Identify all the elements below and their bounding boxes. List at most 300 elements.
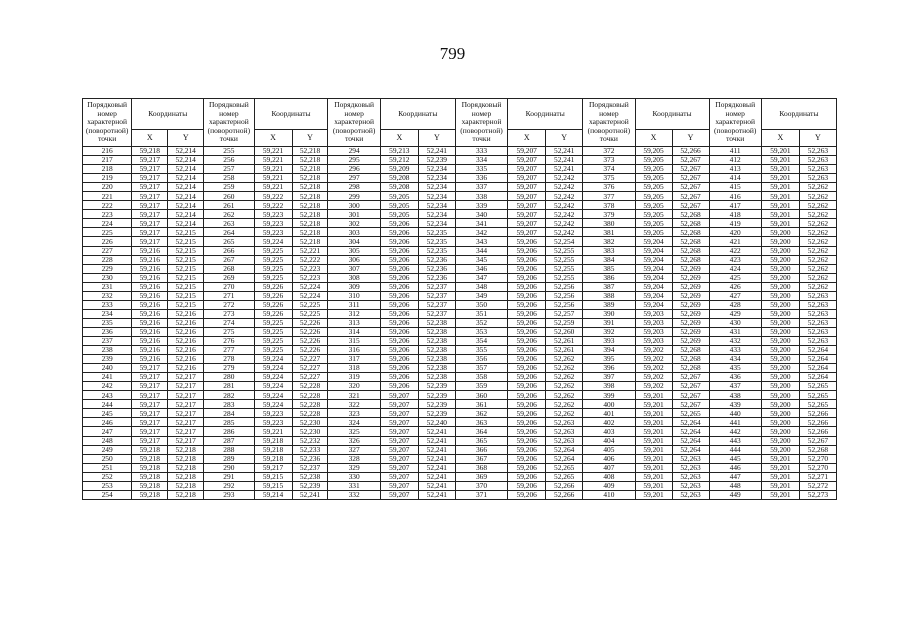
y-coordinate-cell: 52,262: [799, 273, 836, 282]
y-header: Y: [168, 130, 204, 147]
point-number-cell: 231: [83, 282, 132, 291]
x-coordinate-cell: 59,200: [761, 409, 799, 418]
point-number-cell: 254: [83, 490, 132, 499]
y-coordinate-cell: 52,266: [546, 490, 583, 499]
y-coordinate-cell: 52,263: [799, 147, 836, 156]
x-coordinate-cell: 59,218: [132, 454, 168, 463]
point-number-cell: 348: [455, 282, 507, 291]
y-coordinate-cell: 52,264: [546, 454, 583, 463]
table-row: [83, 463, 837, 472]
y-coordinate-cell: 52,238: [418, 336, 455, 345]
x-header: X: [254, 130, 292, 147]
point-number-cell: 429: [709, 309, 761, 318]
table-row: [83, 183, 837, 192]
point-number-cell: 279: [204, 364, 254, 373]
point-number-cell: 445: [709, 454, 761, 463]
point-number-cell: 272: [204, 300, 254, 309]
x-coordinate-cell: 59,206: [508, 291, 546, 300]
y-coordinate-cell: 52,226: [292, 327, 328, 336]
point-number-cell: 380: [583, 219, 635, 228]
x-coordinate-cell: 59,223: [254, 418, 292, 427]
point-number-cell: 447: [709, 472, 761, 481]
point-number-cell: 286: [204, 427, 254, 436]
point-number-cell: 416: [709, 192, 761, 201]
y-coordinate-cell: 52,241: [418, 463, 455, 472]
x-coordinate-cell: 59,206: [380, 346, 418, 355]
point-number-cell: 356: [455, 355, 507, 364]
x-coordinate-cell: 59,225: [254, 273, 292, 282]
y-coordinate-cell: 52,218: [168, 472, 204, 481]
point-number-cell: 318: [328, 364, 380, 373]
x-coordinate-cell: 59,206: [508, 445, 546, 454]
point-number-cell: 298: [328, 183, 380, 192]
x-coordinate-cell: 59,207: [380, 409, 418, 418]
x-coordinate-cell: 59,200: [761, 418, 799, 427]
x-coordinate-cell: 59,205: [635, 201, 672, 210]
point-number-cell: 345: [455, 255, 507, 264]
y-coordinate-cell: 52,265: [672, 409, 709, 418]
point-number-cell: 431: [709, 327, 761, 336]
point-number-cell: 325: [328, 427, 380, 436]
point-number-header: Порядковый номер характерной (поворотной) точки: [583, 99, 635, 147]
x-coordinate-cell: 59,204: [635, 237, 672, 246]
x-coordinate-cell: 59,203: [635, 336, 672, 345]
y-coordinate-cell: 52,235: [418, 237, 455, 246]
point-number-cell: 306: [328, 255, 380, 264]
x-coordinate-cell: 59,201: [761, 454, 799, 463]
y-coordinate-cell: 52,241: [546, 165, 583, 174]
point-number-cell: 430: [709, 318, 761, 327]
x-header: X: [761, 130, 799, 147]
y-coordinate-cell: 52,270: [799, 454, 836, 463]
point-number-cell: 297: [328, 174, 380, 183]
point-number-cell: 245: [83, 409, 132, 418]
x-coordinate-cell: 59,217: [132, 364, 168, 373]
x-coordinate-cell: 59,201: [635, 490, 672, 499]
x-coordinate-cell: 59,222: [254, 201, 292, 210]
y-coordinate-cell: 52,233: [292, 445, 328, 454]
x-coordinate-cell: 59,205: [380, 210, 418, 219]
point-number-cell: 220: [83, 183, 132, 192]
table-body: [83, 147, 837, 500]
x-coordinate-cell: 59,206: [508, 264, 546, 273]
x-coordinate-cell: 59,216: [132, 318, 168, 327]
point-number-cell: 293: [204, 490, 254, 499]
point-number-cell: 420: [709, 228, 761, 237]
x-coordinate-cell: 59,225: [254, 318, 292, 327]
point-number-cell: 417: [709, 201, 761, 210]
x-coordinate-cell: 59,207: [380, 481, 418, 490]
y-coordinate-cell: 52,262: [799, 228, 836, 237]
y-coordinate-cell: 52,225: [292, 300, 328, 309]
y-coordinate-cell: 52,263: [546, 436, 583, 445]
point-number-cell: 425: [709, 273, 761, 282]
point-number-cell: 383: [583, 246, 635, 255]
x-coordinate-cell: 59,223: [254, 409, 292, 418]
y-coordinate-cell: 52,241: [418, 147, 455, 156]
y-coordinate-cell: 52,263: [799, 291, 836, 300]
point-number-cell: 432: [709, 336, 761, 345]
point-number-cell: 408: [583, 472, 635, 481]
y-coordinate-cell: 52,234: [418, 219, 455, 228]
x-coordinate-cell: 59,202: [635, 382, 672, 391]
y-coordinate-cell: 52,234: [418, 165, 455, 174]
point-number-cell: 321: [328, 391, 380, 400]
point-number-cell: 274: [204, 318, 254, 327]
y-coordinate-cell: 52,267: [672, 391, 709, 400]
point-number-cell: 243: [83, 391, 132, 400]
point-number-cell: 304: [328, 237, 380, 246]
x-coordinate-cell: 59,201: [761, 156, 799, 165]
x-coordinate-cell: 59,217: [132, 382, 168, 391]
point-number-cell: 369: [455, 472, 507, 481]
point-number-cell: 226: [83, 237, 132, 246]
x-coordinate-cell: 59,224: [254, 237, 292, 246]
y-coordinate-cell: 52,239: [418, 409, 455, 418]
x-coordinate-cell: 59,201: [635, 481, 672, 490]
x-coordinate-cell: 59,206: [380, 382, 418, 391]
x-coordinate-cell: 59,223: [254, 219, 292, 228]
x-coordinate-cell: 59,214: [254, 490, 292, 499]
y-coordinate-cell: 52,238: [418, 327, 455, 336]
y-coordinate-cell: 52,217: [168, 382, 204, 391]
y-coordinate-cell: 52,241: [418, 436, 455, 445]
x-coordinate-cell: 59,216: [132, 355, 168, 364]
y-coordinate-cell: 52,237: [418, 300, 455, 309]
x-coordinate-cell: 59,200: [761, 318, 799, 327]
point-number-cell: 315: [328, 336, 380, 345]
point-number-cell: 443: [709, 436, 761, 445]
point-number-cell: 307: [328, 264, 380, 273]
y-coordinate-cell: 52,218: [292, 165, 328, 174]
table-row: [83, 346, 837, 355]
y-coordinate-cell: 52,240: [418, 418, 455, 427]
point-number-cell: 238: [83, 346, 132, 355]
table-row: [83, 481, 837, 490]
y-coordinate-cell: 52,223: [292, 273, 328, 282]
x-coordinate-cell: 59,224: [254, 400, 292, 409]
point-number-cell: 386: [583, 273, 635, 282]
y-coordinate-cell: 52,242: [546, 174, 583, 183]
point-number-cell: 296: [328, 165, 380, 174]
y-coordinate-cell: 52,264: [672, 418, 709, 427]
table-row: [83, 427, 837, 436]
x-coordinate-cell: 59,216: [132, 291, 168, 300]
table-row: [83, 255, 837, 264]
point-number-cell: 259: [204, 183, 254, 192]
point-number-cell: 270: [204, 282, 254, 291]
point-number-cell: 415: [709, 183, 761, 192]
point-number-cell: 337: [455, 183, 507, 192]
point-number-cell: 266: [204, 246, 254, 255]
y-coordinate-cell: 52,262: [799, 192, 836, 201]
table-row: [83, 336, 837, 345]
point-number-cell: 311: [328, 300, 380, 309]
y-coordinate-cell: 52,238: [418, 318, 455, 327]
x-coordinate-cell: 59,202: [635, 346, 672, 355]
point-number-cell: 217: [83, 156, 132, 165]
x-coordinate-cell: 59,225: [254, 264, 292, 273]
point-number-header: Порядковый номер характерной (поворотной) точки: [204, 99, 254, 147]
point-number-cell: 393: [583, 336, 635, 345]
point-number-cell: 278: [204, 355, 254, 364]
y-coordinate-cell: 52,269: [672, 318, 709, 327]
point-number-cell: 233: [83, 300, 132, 309]
x-coordinate-cell: 59,223: [254, 210, 292, 219]
x-coordinate-cell: 59,206: [380, 273, 418, 282]
point-number-cell: 437: [709, 382, 761, 391]
y-coordinate-cell: 52,269: [672, 327, 709, 336]
x-coordinate-cell: 59,201: [761, 192, 799, 201]
point-number-cell: 368: [455, 463, 507, 472]
point-number-cell: 396: [583, 364, 635, 373]
table-row: [83, 219, 837, 228]
x-coordinate-cell: 59,216: [132, 327, 168, 336]
x-coordinate-cell: 59,206: [508, 382, 546, 391]
x-coordinate-cell: 59,203: [635, 318, 672, 327]
x-coordinate-cell: 59,217: [132, 165, 168, 174]
table-row: [83, 436, 837, 445]
y-coordinate-cell: 52,222: [292, 255, 328, 264]
point-number-cell: 291: [204, 472, 254, 481]
table-row: [83, 490, 837, 499]
y-coordinate-cell: 52,262: [546, 391, 583, 400]
y-coordinate-cell: 52,262: [799, 219, 836, 228]
point-number-cell: 390: [583, 309, 635, 318]
point-number-cell: 290: [204, 463, 254, 472]
y-coordinate-cell: 52,241: [418, 472, 455, 481]
x-coordinate-cell: 59,207: [380, 490, 418, 499]
point-number-cell: 224: [83, 219, 132, 228]
x-header: X: [635, 130, 672, 147]
x-coordinate-cell: 59,204: [635, 291, 672, 300]
point-number-cell: 255: [204, 147, 254, 156]
point-number-cell: 280: [204, 373, 254, 382]
y-coordinate-cell: 52,218: [292, 147, 328, 156]
point-number-cell: 317: [328, 355, 380, 364]
point-number-cell: 223: [83, 210, 132, 219]
x-coordinate-cell: 59,204: [635, 300, 672, 309]
point-number-cell: 427: [709, 291, 761, 300]
point-number-cell: 323: [328, 409, 380, 418]
x-coordinate-cell: 59,204: [635, 255, 672, 264]
x-coordinate-cell: 59,216: [132, 246, 168, 255]
x-coordinate-cell: 59,212: [380, 156, 418, 165]
point-number-cell: 246: [83, 418, 132, 427]
point-number-cell: 422: [709, 246, 761, 255]
y-coordinate-cell: 52,256: [546, 282, 583, 291]
x-coordinate-cell: 59,205: [635, 156, 672, 165]
y-coordinate-cell: 52,226: [292, 346, 328, 355]
x-coordinate-cell: 59,217: [132, 436, 168, 445]
y-coordinate-cell: 52,216: [168, 309, 204, 318]
y-coordinate-cell: 52,268: [672, 364, 709, 373]
point-number-cell: 300: [328, 201, 380, 210]
x-coordinate-cell: 59,201: [761, 147, 799, 156]
y-coordinate-cell: 52,241: [418, 445, 455, 454]
y-coordinate-cell: 52,237: [418, 291, 455, 300]
x-coordinate-cell: 59,225: [254, 336, 292, 345]
point-number-cell: 302: [328, 219, 380, 228]
table-row: [83, 273, 837, 282]
y-coordinate-cell: 52,255: [546, 246, 583, 255]
y-coordinate-cell: 52,262: [546, 364, 583, 373]
y-coordinate-cell: 52,232: [292, 436, 328, 445]
x-coordinate-cell: 59,218: [132, 445, 168, 454]
y-coordinate-cell: 52,241: [418, 454, 455, 463]
point-number-cell: 334: [455, 156, 507, 165]
y-coordinate-cell: 52,266: [672, 147, 709, 156]
point-number-cell: 410: [583, 490, 635, 499]
point-number-cell: 292: [204, 481, 254, 490]
x-coordinate-cell: 59,206: [508, 490, 546, 499]
x-coordinate-cell: 59,207: [380, 418, 418, 427]
table-row: [83, 246, 837, 255]
point-number-cell: 394: [583, 346, 635, 355]
y-coordinate-cell: 52,263: [799, 165, 836, 174]
y-coordinate-cell: 52,264: [799, 373, 836, 382]
y-coordinate-cell: 52,262: [799, 264, 836, 273]
point-number-cell: 329: [328, 463, 380, 472]
point-number-cell: 439: [709, 400, 761, 409]
y-coordinate-cell: 52,262: [799, 201, 836, 210]
point-number-cell: 264: [204, 228, 254, 237]
y-coordinate-cell: 52,268: [672, 237, 709, 246]
x-coordinate-cell: 59,206: [508, 454, 546, 463]
y-coordinate-cell: 52,263: [546, 418, 583, 427]
y-coordinate-cell: 52,214: [168, 183, 204, 192]
point-number-cell: 359: [455, 382, 507, 391]
x-coordinate-cell: 59,200: [761, 300, 799, 309]
point-number-cell: 281: [204, 382, 254, 391]
x-coordinate-cell: 59,206: [508, 463, 546, 472]
y-coordinate-cell: 52,238: [418, 373, 455, 382]
point-number-cell: 381: [583, 228, 635, 237]
table-row: [83, 210, 837, 219]
y-coordinate-cell: 52,268: [672, 228, 709, 237]
point-number-cell: 313: [328, 318, 380, 327]
point-number-cell: 260: [204, 192, 254, 201]
y-coordinate-cell: 52,215: [168, 291, 204, 300]
y-coordinate-cell: 52,224: [292, 282, 328, 291]
x-coordinate-cell: 59,206: [508, 355, 546, 364]
y-coordinate-cell: 52,268: [672, 210, 709, 219]
point-number-cell: 305: [328, 246, 380, 255]
point-number-cell: 449: [709, 490, 761, 499]
x-coordinate-cell: 59,207: [380, 472, 418, 481]
x-coordinate-cell: 59,201: [635, 445, 672, 454]
point-number-cell: 221: [83, 192, 132, 201]
x-coordinate-cell: 59,226: [254, 309, 292, 318]
x-coordinate-cell: 59,200: [761, 382, 799, 391]
point-number-cell: 328: [328, 454, 380, 463]
point-number-cell: 426: [709, 282, 761, 291]
x-coordinate-cell: 59,206: [508, 481, 546, 490]
point-number-cell: 341: [455, 219, 507, 228]
x-coordinate-cell: 59,206: [380, 228, 418, 237]
point-number-cell: 326: [328, 436, 380, 445]
point-number-cell: 372: [583, 147, 635, 156]
y-coordinate-cell: 52,230: [292, 427, 328, 436]
x-coordinate-cell: 59,207: [380, 445, 418, 454]
point-number-cell: 299: [328, 192, 380, 201]
table-row: [83, 364, 837, 373]
y-header: Y: [799, 130, 836, 147]
point-number-cell: 336: [455, 174, 507, 183]
x-coordinate-cell: 59,207: [508, 219, 546, 228]
point-number-cell: 398: [583, 382, 635, 391]
y-coordinate-cell: 52,267: [672, 174, 709, 183]
x-coordinate-cell: 59,206: [508, 255, 546, 264]
x-coordinate-cell: 59,221: [254, 165, 292, 174]
y-coordinate-cell: 52,228: [292, 382, 328, 391]
point-number-header: Порядковый номер характерной (поворотной) точки: [709, 99, 761, 147]
point-number-cell: 419: [709, 219, 761, 228]
y-coordinate-cell: 52,262: [799, 282, 836, 291]
x-coordinate-cell: 59,206: [508, 427, 546, 436]
x-coordinate-cell: 59,206: [508, 273, 546, 282]
x-coordinate-cell: 59,201: [761, 183, 799, 192]
point-number-cell: 365: [455, 436, 507, 445]
y-header: Y: [546, 130, 583, 147]
point-number-cell: 294: [328, 147, 380, 156]
point-number-cell: 225: [83, 228, 132, 237]
x-coordinate-cell: 59,216: [132, 300, 168, 309]
y-coordinate-cell: 52,228: [292, 391, 328, 400]
x-coordinate-cell: 59,216: [132, 264, 168, 273]
point-number-cell: 436: [709, 373, 761, 382]
x-coordinate-cell: 59,207: [508, 174, 546, 183]
point-number-cell: 357: [455, 364, 507, 373]
x-coordinate-cell: 59,207: [508, 165, 546, 174]
point-number-cell: 216: [83, 147, 132, 156]
point-number-cell: 322: [328, 400, 380, 409]
y-coordinate-cell: 52,218: [292, 219, 328, 228]
y-coordinate-cell: 52,242: [546, 228, 583, 237]
point-number-cell: 391: [583, 318, 635, 327]
x-coordinate-cell: 59,206: [508, 391, 546, 400]
point-number-cell: 339: [455, 201, 507, 210]
point-number-cell: 235: [83, 318, 132, 327]
x-coordinate-cell: 59,224: [254, 364, 292, 373]
x-coordinate-cell: 59,200: [761, 309, 799, 318]
point-number-cell: 312: [328, 309, 380, 318]
point-number-cell: 395: [583, 355, 635, 364]
point-number-cell: 424: [709, 264, 761, 273]
x-coordinate-cell: 59,205: [635, 165, 672, 174]
table-row: [83, 147, 837, 156]
y-coordinate-cell: 52,271: [799, 472, 836, 481]
x-coordinate-cell: 59,225: [254, 255, 292, 264]
y-coordinate-cell: 52,263: [799, 318, 836, 327]
point-number-cell: 421: [709, 237, 761, 246]
point-number-cell: 377: [583, 192, 635, 201]
x-coordinate-cell: 59,217: [132, 373, 168, 382]
x-coordinate-cell: 59,206: [508, 346, 546, 355]
y-coordinate-cell: 52,268: [672, 219, 709, 228]
x-coordinate-cell: 59,201: [635, 436, 672, 445]
point-number-cell: 400: [583, 400, 635, 409]
y-coordinate-cell: 52,239: [418, 400, 455, 409]
y-coordinate-cell: 52,237: [418, 282, 455, 291]
x-coordinate-cell: 59,200: [761, 336, 799, 345]
x-coordinate-cell: 59,200: [761, 445, 799, 454]
y-coordinate-cell: 52,238: [418, 346, 455, 355]
y-coordinate-cell: 52,227: [292, 364, 328, 373]
x-coordinate-cell: 59,217: [132, 210, 168, 219]
x-coordinate-cell: 59,226: [254, 300, 292, 309]
point-number-cell: 363: [455, 418, 507, 427]
